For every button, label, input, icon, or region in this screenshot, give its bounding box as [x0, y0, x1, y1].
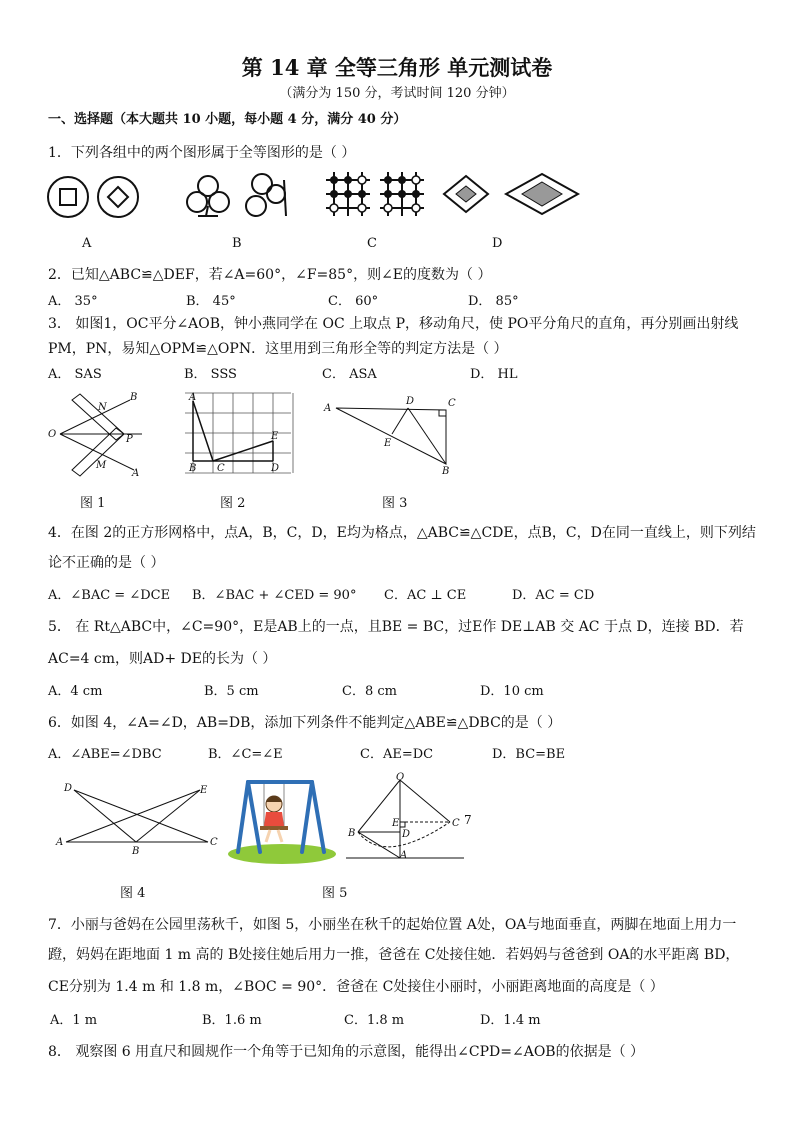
fig4-point-c: C	[210, 837, 218, 848]
question-5-line2: AC=4 cm，则AD+ DE的长为（ ）	[48, 651, 277, 667]
section-heading: 一、选择题（本大题共 10 小题，每小题 4 分，满分 40 分）	[48, 112, 407, 127]
page-subtitle: （满分为 150 分，考试时间 120 分钟）	[279, 86, 515, 101]
question-8-stem: 8． 观察图 6 用直尺和圆规作一个角等于已知角的示意图，能得出∠CPD=∠AOB的依据是（ ）	[48, 1044, 645, 1060]
q3-option-a: A． SAS	[48, 367, 102, 382]
q1-figure-b	[184, 172, 294, 222]
q7-option-a: A．1 m	[50, 1013, 98, 1028]
q4-option-b: B．∠BAC + ∠CED = 90°	[192, 588, 357, 603]
q1-figure-a	[46, 175, 146, 225]
q7-option-b: B．1.6 m	[202, 1013, 262, 1028]
q1-label-a: A	[82, 236, 92, 251]
q6-option-b: B．∠C=∠E	[208, 747, 283, 762]
fig2-point-a: A	[189, 392, 197, 403]
question-3-line1: 3． 如图1，OC平分∠AOB，钟小燕同学在 OC 上取点 P，移动角尺，使 PO平分角尺的直角，再分别画出射线	[48, 316, 739, 332]
fig2-point-c: C	[217, 463, 225, 474]
q4-option-a: A．∠BAC = ∠DCE	[48, 588, 171, 603]
fig1-point-m: M	[96, 460, 107, 471]
question-5-line1: 5． 在 Rt△ABC中，∠C=90°，E是AB上的一点，且BE = BC，过E作 DE⊥AB 交 AC 于点 D，连接 BD．若	[48, 619, 744, 635]
figure-3-triangle	[322, 394, 462, 476]
q1-label-b: B	[232, 236, 242, 251]
q6-option-a: A．∠ABE=∠DBC	[48, 747, 162, 762]
figure-1-caption: 图 1	[80, 496, 106, 511]
fig5-point-e: E	[392, 818, 400, 829]
figure-4-caption: 图 4	[120, 886, 146, 901]
question-1-stem: 1．下列各组中的两个图形属于全等图形的是（ ）	[48, 145, 356, 161]
question-7-line1: 7．小丽与爸妈在公园里荡秋千，如图 5，小丽坐在秋千的起始位置 A处，OA与地面垂直，两脚在地面上用力一	[48, 917, 737, 933]
q6-option-d: D．BC=BE	[492, 747, 566, 762]
q2-option-c: C． 60°	[328, 294, 379, 309]
fig5-point-b: B	[348, 828, 356, 839]
fig3-point-c: C	[448, 398, 456, 409]
q6-option-c: C．AE=DC	[360, 747, 434, 762]
q3-option-d: D． HL	[470, 367, 518, 382]
q5-option-a: A．4 cm	[48, 684, 103, 699]
question-4-line2: 论不正确的是（ ）	[48, 555, 165, 571]
figure-2-caption: 图 2	[220, 496, 246, 511]
figure-3-caption: 图 3	[382, 496, 408, 511]
fig1-point-a: A	[132, 468, 140, 479]
figure-1-angle-bisector	[46, 392, 156, 484]
fig4-point-e: E	[200, 785, 208, 796]
fig4-point-a: A	[56, 837, 64, 848]
q7-option-c: C．1.8 m	[344, 1013, 405, 1028]
question-7-line2: 蹬，妈妈在距地面 1 m 高的 B处接住她后用力一推，爸爸在 C处接住她．若妈妈与爸爸到 OA的水平距离 BD，	[48, 947, 740, 963]
fig2-point-e: E	[271, 431, 279, 442]
question-6-stem: 6．如图 4，∠A=∠D，AB=DB，添加下列条件不能判定△ABE≌△DBC的是（ ）	[48, 715, 562, 731]
q1-label-d: D	[492, 236, 503, 251]
q5-option-c: C．8 cm	[342, 684, 397, 699]
q2-option-d: D． 85°	[468, 294, 519, 309]
fig3-point-d: D	[406, 396, 415, 407]
q1-figure-d	[444, 172, 584, 222]
q3-option-c: C． ASA	[322, 367, 377, 382]
figure-4-triangles	[54, 780, 224, 860]
question-3-line2: PM，PN，易知△OPM≌△OPN．这里用到三角形全等的判定方法是（ ）	[48, 341, 508, 357]
fig1-point-n: N	[98, 402, 107, 413]
fig5-point-d: D	[402, 829, 411, 840]
fig1-point-b: B	[130, 392, 138, 403]
figure-5-caption: 图 5	[322, 886, 348, 901]
q1-label-c: C	[367, 236, 377, 251]
question-7-line3: CE分别为 1.4 m 和 1.8 m，∠BOC = 90°．爸爸在 C处接住小丽时，小丽距离地面的高度是（ ）	[48, 979, 664, 995]
fig2-point-b: B	[189, 463, 197, 474]
question-2-stem: 2．已知△ABC≌△DEF，若∠A=60°，∠F=85°，则∠E的度数为（ ）	[48, 267, 492, 283]
fig5-point-a: A	[400, 850, 408, 861]
q3-option-b: B． SSS	[184, 367, 237, 382]
figure-5-swing-illustration	[226, 774, 338, 864]
q5-option-b: B．5 cm	[204, 684, 259, 699]
question-4-line1: 4．在图 2的正方形网格中，点A，B，C，D，E均为格点，△ABC≌△CDE，点B，C，D在同一直线上，则下列结	[48, 525, 756, 541]
fig5-point-o: O	[396, 772, 405, 783]
fig5-point-c: C	[452, 818, 460, 829]
q5-option-d: D．10 cm	[480, 684, 544, 699]
fig3-point-a: A	[324, 403, 332, 414]
fig3-point-e: E	[384, 438, 392, 449]
page-title: 第 14 章 全等三角形 单元测试卷	[241, 55, 553, 80]
figure-5-geometry	[344, 774, 484, 866]
q2-option-b: B． 45°	[186, 294, 236, 309]
q1-figure-c	[324, 170, 434, 220]
fig1-point-p: P	[126, 434, 133, 445]
q7-option-d: D．1.4 m	[480, 1013, 541, 1028]
q2-option-a: A． 35°	[48, 294, 98, 309]
fig2-point-d: D	[271, 463, 280, 474]
fig5-stray-7: 7	[464, 813, 472, 827]
figure-2-grid	[183, 391, 293, 481]
q4-option-c: C．AC ⊥ CE	[384, 588, 467, 603]
fig4-point-b: B	[132, 846, 140, 857]
fig4-point-d: D	[64, 783, 73, 794]
fig1-point-o: O	[48, 429, 57, 440]
fig3-point-b: B	[442, 466, 450, 477]
q4-option-d: D．AC = CD	[512, 588, 595, 603]
